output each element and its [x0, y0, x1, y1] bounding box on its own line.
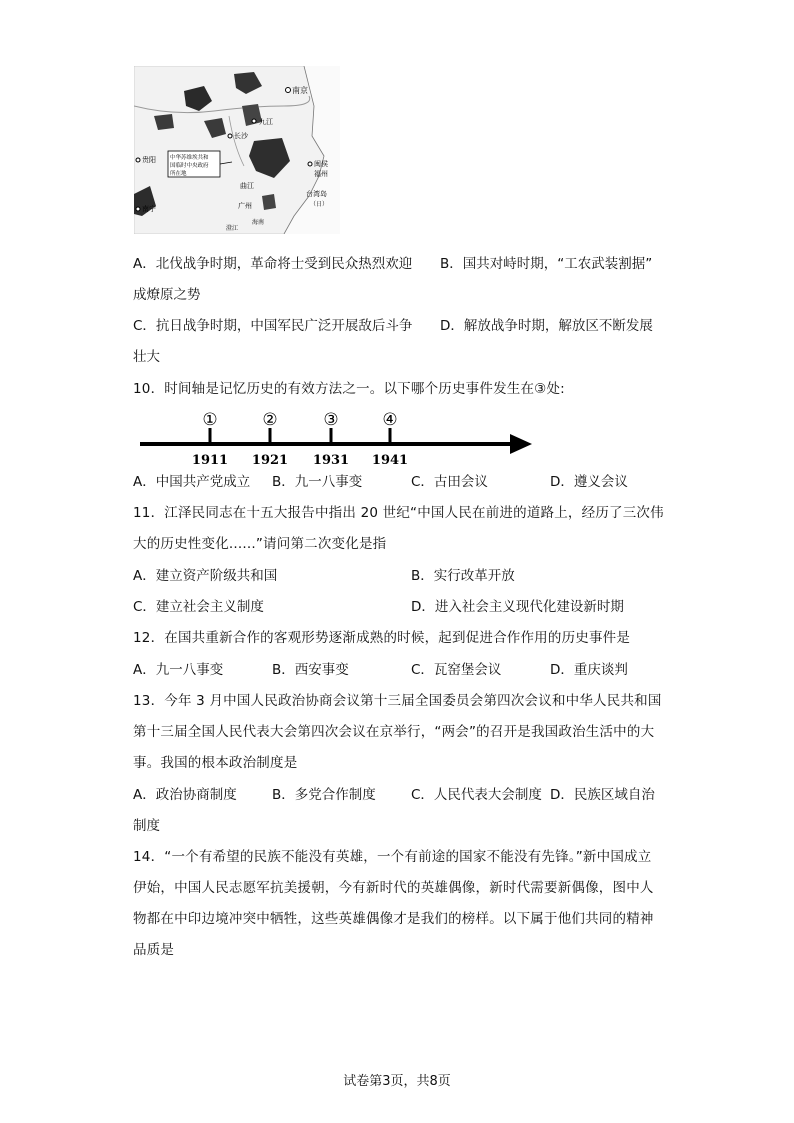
map-label-nanjing: 南京	[292, 86, 308, 95]
q13-option-a: A．政治协商制度	[133, 787, 237, 803]
q14-stem-line-2: 伊始，中国人民志愿军抗美援朝，今有新时代的英雄偶像，新时代需要新偶像，图中人	[133, 880, 654, 896]
q10-stem: 10．时间轴是记忆历史的有效方法之一。以下哪个历史事件发生在③处:	[133, 381, 565, 397]
map-label-japan: （日）	[310, 201, 329, 208]
q9-option-b-cont: 成燎原之势	[133, 287, 201, 303]
q9-option-a: A．北伐战争时期，革命将士受到民众热烈欢迎	[133, 256, 413, 272]
q11-option-a: A．建立资产阶级共和国	[133, 568, 278, 584]
timeline-tick-2	[252, 410, 288, 468]
q11-stem-line-2: 大的历史性变化......”请问第二次变化是指	[133, 536, 387, 552]
map-label-nanning: 南宁	[142, 205, 156, 213]
q14-stem-line-1: 14．“一个有希望的民族不能没有英雄，一个有前途的国家不能没有先锋。”新中国成立	[133, 849, 652, 865]
page-footer: 试卷第3页，共8页	[343, 1074, 451, 1089]
q10-option-b: B．九一八事变	[272, 474, 363, 490]
map-legend-line-1: 中华苏维埃共和	[170, 155, 209, 161]
map-label-changsha: 长沙	[234, 132, 248, 140]
q10-option-c: C．古田会议	[411, 474, 488, 490]
map-figure	[134, 66, 340, 234]
map-label-minhou: 闽侯	[314, 160, 328, 168]
q13-option-d-cont: 制度	[133, 818, 160, 834]
q11-option-d: D．进入社会主义现代化建设新时期	[411, 599, 624, 615]
q12-option-a: A．九一八事变	[133, 662, 224, 678]
base-area-8	[262, 194, 276, 210]
q12-option-c: C．瓦窑堡会议	[411, 662, 502, 678]
q12-option-d: D．重庆谈判	[550, 662, 628, 678]
timeline-tick-1	[192, 410, 228, 468]
q12-option-b: B．西安事变	[272, 662, 349, 678]
q13-stem-line-3: 事。我国的根本政治制度是	[133, 755, 298, 771]
map-label-guiyang: 贵阳	[142, 156, 156, 164]
map-label-taiwan: 台湾岛	[306, 190, 327, 198]
map-label-qujiang: 曲江	[240, 182, 254, 190]
q13-option-b: B．多党合作制度	[272, 787, 376, 803]
timeline-tick-4	[372, 410, 408, 468]
map-legend-line-2: 国临时中央政府	[170, 163, 209, 169]
q12-stem: 12．在国共重新合作的客观形势逐渐成熟的时候，起到促进合作作用的历史事件是	[133, 630, 631, 646]
q9-option-d: D．解放战争时期，解放区不断发展	[440, 318, 653, 334]
q11-option-c: C．建立社会主义制度	[133, 599, 264, 615]
timeline-marker-1: ①	[202, 410, 218, 430]
map-label-guangzhou: 广州	[238, 202, 252, 210]
q14-stem-line-4: 品质是	[133, 942, 175, 958]
timeline-marker-4: ④	[382, 410, 398, 430]
map-label-fuzhou: 福州	[314, 170, 328, 178]
timeline	[134, 406, 534, 468]
map-label-hainan: 海南	[252, 219, 265, 226]
q10-option-a: A．中国共产党成立	[133, 474, 251, 490]
q14-stem-line-3: 物都在中印边境冲突中牺牲，这些英雄偶像才是我们的榜样。以下属于他们共同的精神	[133, 911, 654, 927]
q13-stem-line-1: 13．今年 3 月中国人民政治协商会议第十三届全国委员会第四次会议和中华人民共和国	[133, 693, 662, 709]
timeline-marker-2: ②	[262, 410, 278, 430]
q13-option-d: D．民族区域自治	[550, 787, 655, 803]
q13-option-c: C．人民代表大会制度	[411, 787, 542, 803]
q9-option-b: B．国共对峙时期，“工农武装割据”	[440, 256, 653, 272]
map-label-jiujiang: 九江	[259, 118, 273, 126]
q11-stem-line-1: 11．江泽民同志在十五大报告中指出 20 世纪“中国人民在前进的道路上，经历了三次伟	[133, 505, 664, 521]
map-legend-line-3: 所在地	[170, 171, 187, 177]
timeline-year-3: 1931	[312, 453, 350, 468]
map-label-chengjiang: 澄江	[226, 225, 239, 232]
timeline-arrow	[510, 434, 532, 454]
timeline-year-4: 1941	[371, 453, 409, 468]
q11-option-b: B．实行改革开放	[411, 568, 515, 584]
timeline-year-1: 1911	[191, 453, 229, 468]
q13-stem-line-2: 第十三届全国人民代表大会第四次会议在京举行，“两会”的召开是我国政治生活中的大	[133, 724, 655, 740]
q9-option-d-cont: 壮大	[133, 349, 160, 365]
timeline-marker-3: ③	[323, 410, 339, 430]
q10-option-d: D．遵义会议	[550, 474, 628, 490]
q9-option-c: C．抗日战争时期，中国军民广泛开展敌后斗争	[133, 318, 413, 334]
timeline-year-2: 1921	[251, 453, 289, 468]
timeline-tick-3	[313, 410, 349, 468]
